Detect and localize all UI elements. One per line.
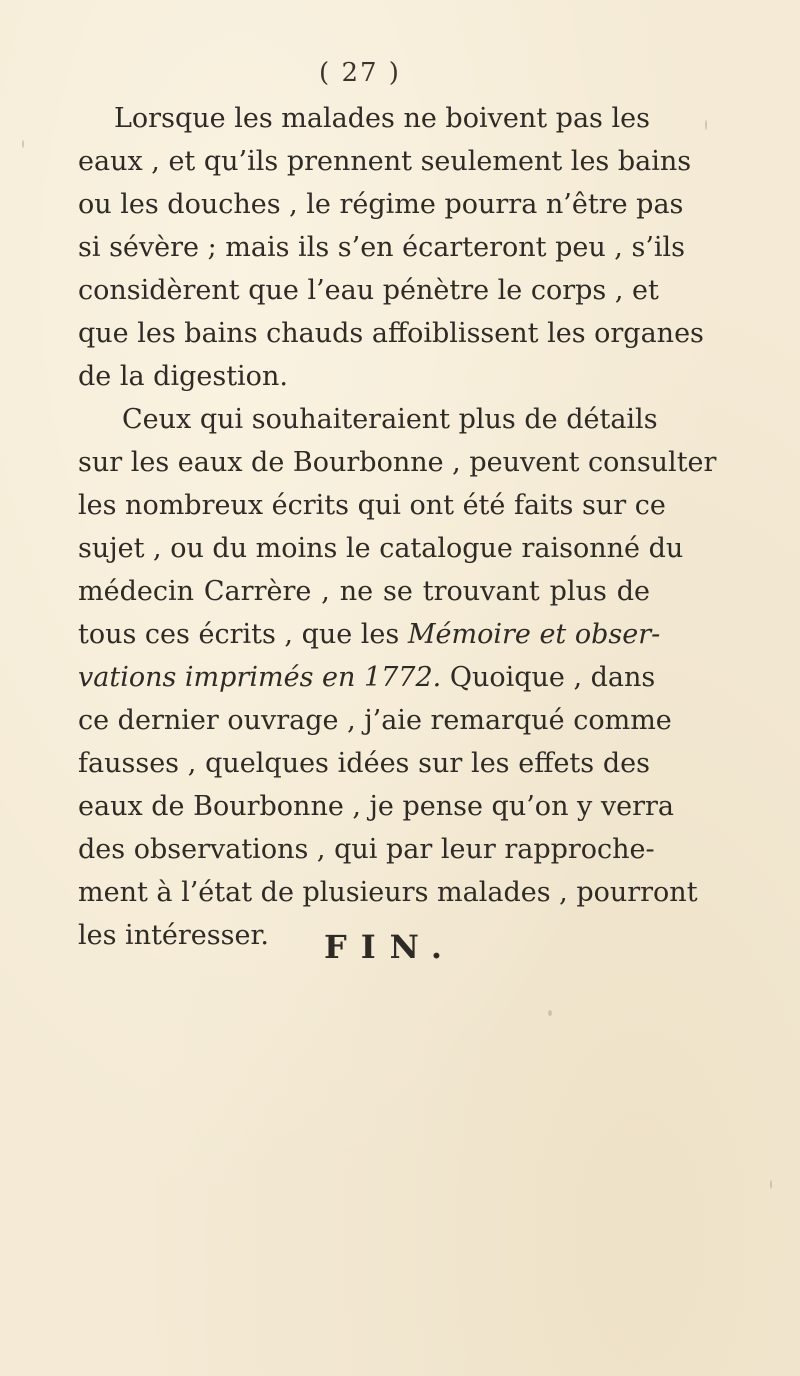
text-line: sur les eaux de Bourbonne , peuvent consulter (78, 447, 717, 478)
text-line: eaux , et qu’ils prennent seulement les bains (78, 146, 692, 177)
text-line: Lorsque les malades ne boivent pas les (114, 103, 650, 134)
text-line: sujet , ou du moins le catalogue raisonné du (78, 533, 684, 564)
text-line: eaux de Bourbonne , je pense qu’on y verra (78, 791, 675, 822)
text-line: de la digestion. (78, 361, 288, 392)
text-line: si sévère ; mais ils s’en écarteront peu , s’ils (78, 232, 686, 263)
title-italic: vations imprimés en 1772. (78, 662, 442, 693)
body-text (78, 97, 717, 957)
text-line: des observations , qui par leur rapproche- (78, 834, 655, 865)
paper-speck (22, 140, 24, 148)
text-line: considèrent que l’eau pénètre le corps , et (78, 275, 659, 306)
paper-speck (705, 120, 707, 130)
text-line: Ceux qui souhaiteraient plus de détails (122, 404, 658, 435)
paper-speck (770, 1180, 772, 1189)
text-line: ou les douches , le régime pourra n’être pas (78, 189, 684, 220)
text-line: que les bains chauds affoiblissent les organes (78, 318, 704, 349)
text-segment: tous ces écrits , que les (78, 619, 408, 650)
text-line: ce dernier ouvrage , j’aie remarqué comme (78, 705, 672, 736)
paper-speck (548, 1010, 552, 1016)
end-mark: FIN. (323, 928, 457, 966)
text-segment: Quoique , dans (441, 662, 656, 693)
text-line: médecin Carrère , ne se trouvant plus de (78, 576, 650, 607)
title-italic: Mémoire et obser- (407, 619, 661, 650)
page-number: ( 27 ) (319, 58, 401, 88)
text-line-mixed (78, 613, 661, 656)
text-line: ment à l’état de plusieurs malades , pourront (78, 877, 698, 908)
text-line: les intéresser. (78, 920, 270, 951)
text-line-mixed (78, 656, 656, 699)
text-line: fausses , quelques idées sur les effets des (78, 748, 650, 779)
text-line: les nombreux écrits qui ont été faits sur ce (78, 490, 666, 521)
